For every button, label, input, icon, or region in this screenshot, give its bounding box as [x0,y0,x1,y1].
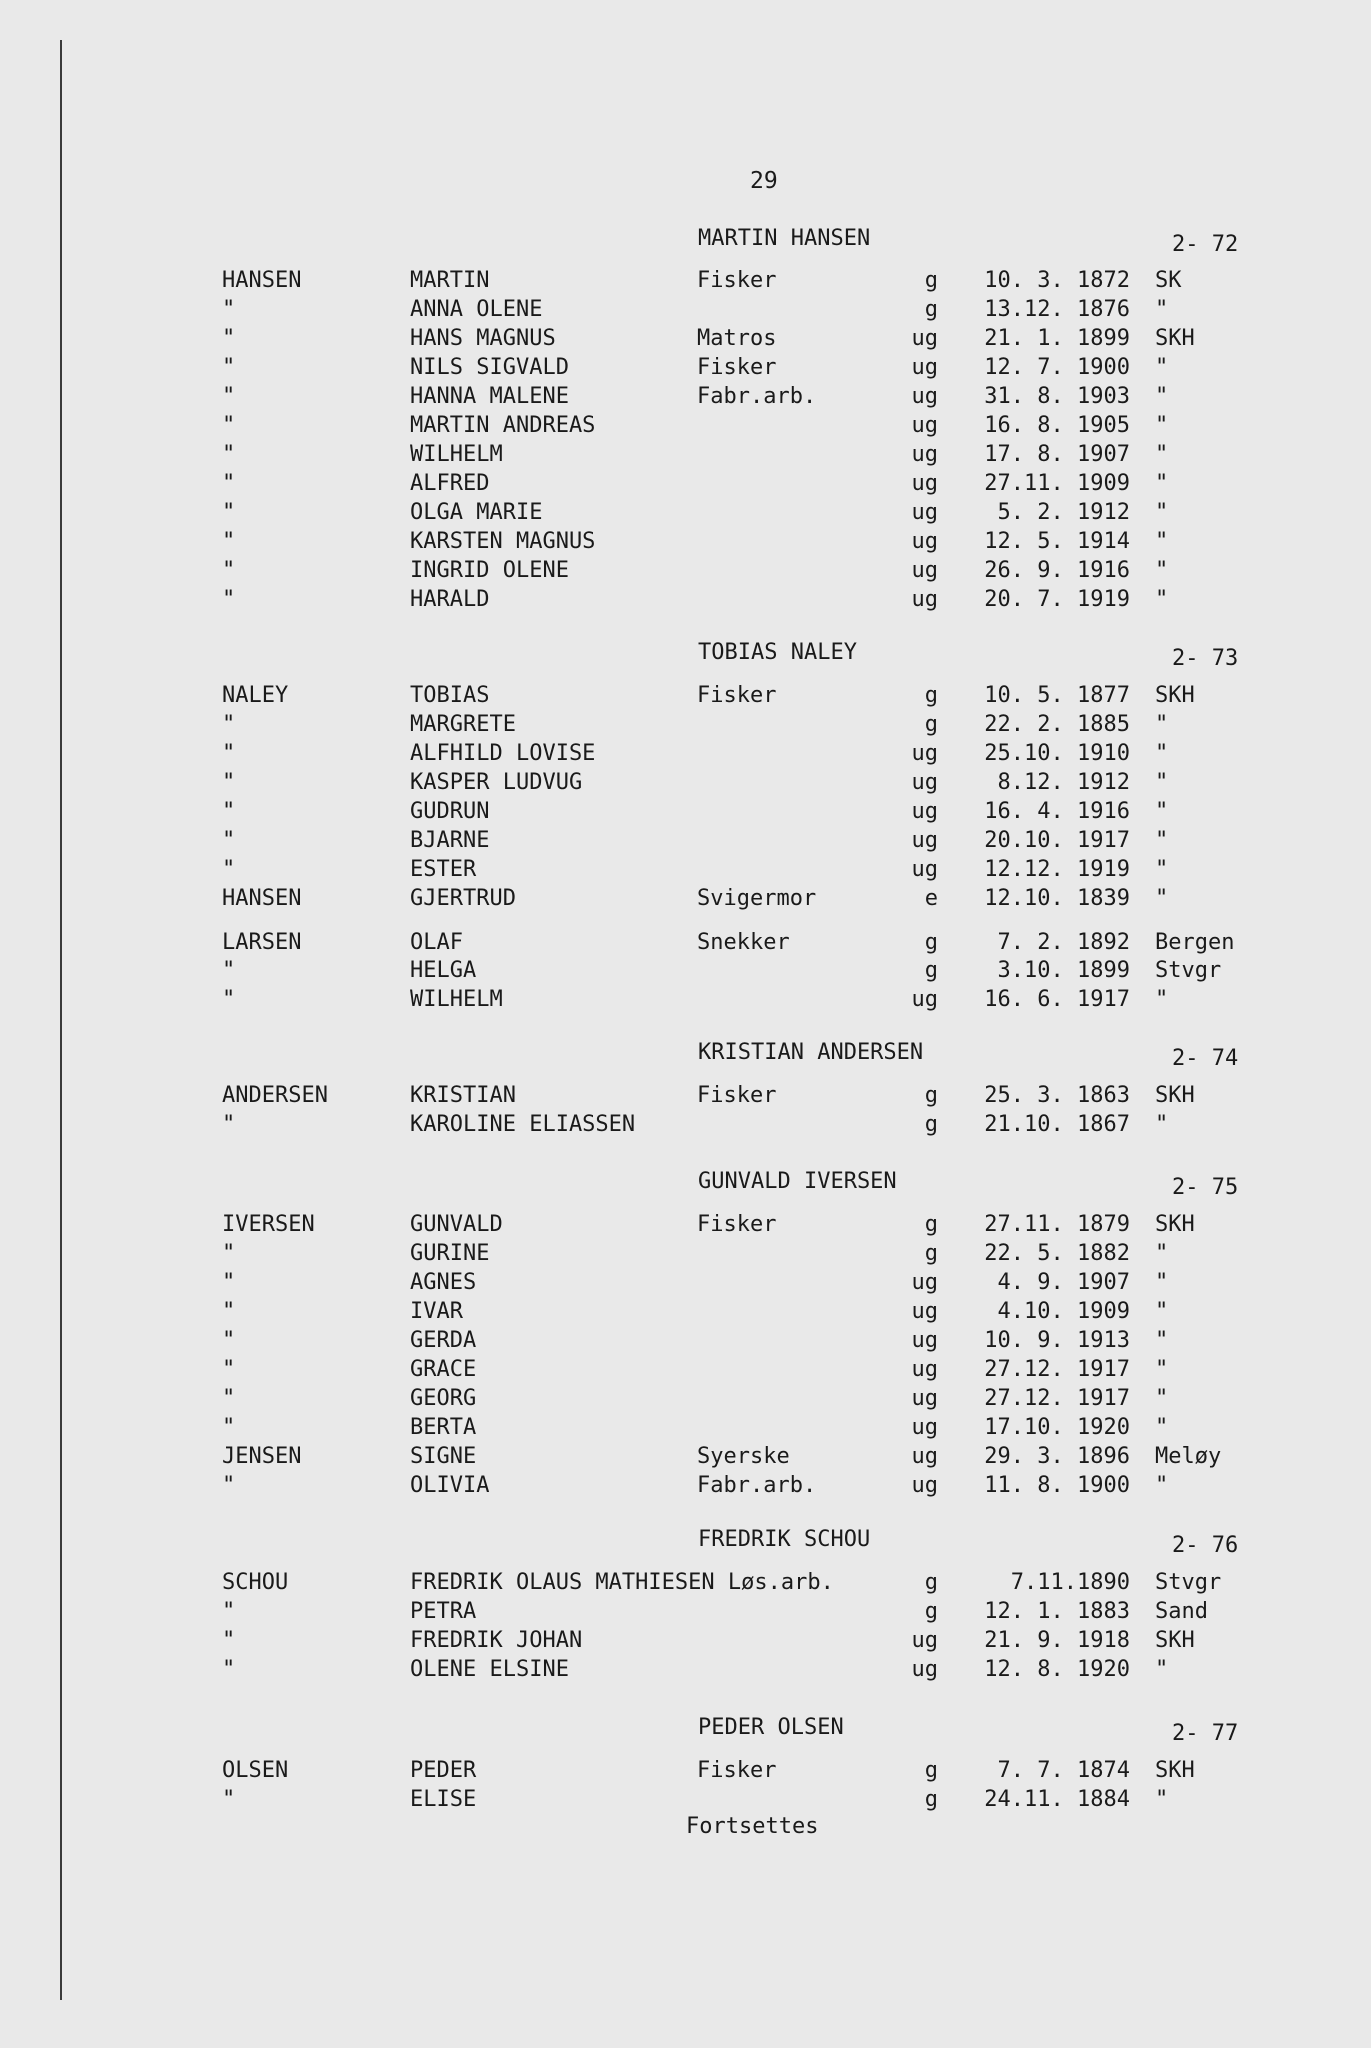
cell-given: ALFRED [410,471,490,496]
cell-status: g [924,712,938,737]
cell-given: PEDER [410,1758,477,1783]
cell-given: TOBIAS [410,683,490,708]
cell-status: ug [911,1270,938,1295]
cell-surname: " [222,355,236,380]
cell-place: Stvgr [1155,958,1222,983]
cell-place: SKH [1155,683,1195,708]
cell-status: g [924,268,938,293]
register-row [0,828,1371,856]
cell-place: " [1155,770,1169,795]
cell-date: 20. 7. 1919 [984,587,1130,612]
cell-given: ELISE [410,1787,477,1812]
cell-surname: " [222,770,236,795]
cell-date: 29. 3. 1896 [984,1444,1130,1469]
cell-given: KARSTEN MAGNUS [410,529,596,554]
cell-status: g [924,683,938,708]
section-code: 2- 77 [1172,1721,1239,1746]
cell-status: g [924,297,938,322]
cell-surname: " [222,587,236,612]
register-row [0,384,1371,412]
register-row [0,442,1371,470]
cell-given: GUNVALD [410,1212,503,1237]
register-row [0,558,1371,586]
register-row [0,1112,1371,1140]
register-row [0,1083,1371,1111]
section-title: GUNVALD IVERSEN [698,1169,897,1194]
cell-date: 7. 7. 1874 [997,1758,1130,1783]
cell-surname: " [222,1299,236,1324]
cell-date: 16. 8. 1905 [984,413,1130,438]
cell-status: ug [911,558,938,583]
cell-surname: HANSEN [222,268,302,293]
cell-surname: " [222,413,236,438]
cell-place: " [1155,857,1169,882]
cell-date: 4.10. 1909 [997,1299,1130,1324]
cell-date: 12. 8. 1920 [984,1657,1130,1682]
cell-place: " [1155,1270,1169,1295]
register-row [0,355,1371,383]
cell-date: 25. 3. 1863 [984,1083,1130,1108]
cell-date: 12.12. 1919 [984,857,1130,882]
cell-surname: ANDERSEN [222,1083,328,1108]
section-code: 2- 75 [1172,1175,1239,1200]
cell-given: HANS MAGNUS [410,326,556,351]
cell-surname: " [222,297,236,322]
cell-place: " [1155,1787,1169,1812]
cell-date: 12.10. 1839 [984,886,1130,911]
cell-occupation: Fisker [697,683,777,708]
cell-given: SIGNE [410,1444,477,1469]
cell-place: " [1155,587,1169,612]
cell-status: ug [911,857,938,882]
cell-surname: " [222,1270,236,1295]
register-row [0,1758,1371,1786]
register-row [0,987,1371,1015]
cell-date: 21. 9. 1918 [984,1628,1130,1653]
section-title: MARTIN HANSEN [698,226,871,251]
cell-surname: " [222,1357,236,1382]
register-row [0,741,1371,769]
section-title: PEDER OLSEN [698,1715,844,1740]
cell-surname: " [222,471,236,496]
cell-status: ug [911,1657,938,1682]
cell-place: SKH [1155,1083,1195,1108]
register-row [0,413,1371,441]
cell-given: INGRID OLENE [410,558,569,583]
cell-place: " [1155,1473,1169,1498]
cell-date: 10. 3. 1872 [984,268,1130,293]
cell-status: ug [911,828,938,853]
cell-place: " [1155,471,1169,496]
cell-date: 13.12. 1876 [984,297,1130,322]
cell-given: WILHELM [410,987,503,1012]
cell-surname: " [222,1415,236,1440]
section-code: 2- 76 [1172,1533,1239,1558]
cell-place: " [1155,384,1169,409]
register-row [0,1473,1371,1501]
cell-given: ESTER [410,857,477,882]
cell-place: " [1155,712,1169,737]
cell-status: ug [911,770,938,795]
cell-surname: " [222,857,236,882]
cell-occupation: Fabr.arb. [697,384,817,409]
cell-status: g [924,1570,938,1595]
cell-date: 16. 4. 1916 [984,799,1130,824]
cell-status: ug [911,1444,938,1469]
cell-date: 17.10. 1920 [984,1415,1130,1440]
section-code: 2- 73 [1172,646,1239,671]
cell-place: " [1155,1112,1169,1137]
cell-given: KAROLINE ELIASSEN [410,1112,636,1137]
cell-place: " [1155,1415,1169,1440]
cell-occupation: Fisker [697,1083,777,1108]
register-row [0,930,1371,958]
cell-status: g [924,1758,938,1783]
register-row [0,587,1371,615]
cell-place: Stvgr [1155,1570,1222,1595]
cell-status: g [924,958,938,983]
cell-status: ug [911,1415,938,1440]
cell-surname: " [222,1328,236,1353]
cell-place: SKH [1155,1212,1195,1237]
cell-date: 8.12. 1912 [997,770,1130,795]
cell-date: 10. 5. 1877 [984,683,1130,708]
cell-occupation: Svigermor [697,886,817,911]
cell-status: g [924,1599,938,1624]
cell-surname: " [222,958,236,983]
cell-surname: " [222,442,236,467]
cell-given: GEORG [410,1386,477,1411]
cell-given: IVAR [410,1299,463,1324]
register-row [0,1357,1371,1385]
section-title: KRISTIAN ANDERSEN [698,1040,924,1065]
cell-status: ug [911,1473,938,1498]
register-row [0,1415,1371,1443]
cell-date: 22. 5. 1882 [984,1241,1130,1266]
cell-place: " [1155,500,1169,525]
cell-occupation: Matros [697,326,777,351]
cell-given: KRISTIAN [410,1083,516,1108]
cell-status: ug [911,355,938,380]
register-row [0,1270,1371,1298]
cell-surname: SCHOU [222,1570,289,1595]
cell-surname: LARSEN [222,930,302,955]
cell-given: GRACE [410,1357,477,1382]
cell-surname: " [222,529,236,554]
cell-status: ug [911,413,938,438]
register-row [0,1328,1371,1356]
cell-given: HANNA MALENE [410,384,569,409]
cell-surname: " [222,1386,236,1411]
cell-place: " [1155,413,1169,438]
cell-place: " [1155,987,1169,1012]
cell-surname: HANSEN [222,886,302,911]
cell-given: ANNA OLENE [410,297,543,322]
cell-surname: " [222,987,236,1012]
cell-status: g [924,1241,938,1266]
cell-surname: " [222,799,236,824]
cell-given: GJERTRUD [410,886,516,911]
cell-date: 12. 7. 1900 [984,355,1130,380]
cell-date: 12. 1. 1883 [984,1599,1130,1624]
cell-date: 20.10. 1917 [984,828,1130,853]
cell-given: WILHELM [410,442,503,467]
cell-place: " [1155,1328,1169,1353]
cell-given: GUDRUN [410,799,490,824]
cell-date: 12. 5. 1914 [984,529,1130,554]
cell-place: Meløy [1155,1444,1222,1469]
cell-date: 11. 8. 1900 [984,1473,1130,1498]
cell-date: 16. 6. 1917 [984,987,1130,1012]
register-row [0,1628,1371,1656]
cell-given: GERDA [410,1328,477,1353]
register-row [0,500,1371,528]
cell-place: Bergen [1155,930,1235,955]
cell-date: 4. 9. 1907 [997,1270,1130,1295]
cell-status: ug [911,987,938,1012]
register-row [0,529,1371,557]
cell-surname: OLSEN [222,1758,289,1783]
cell-place: " [1155,1357,1169,1382]
cell-date: 24.11. 1884 [984,1787,1130,1812]
cell-given: OLAF [410,930,463,955]
cell-date: 31. 8. 1903 [984,384,1130,409]
cell-date: 7. 2. 1892 [997,930,1130,955]
cell-place: SK [1155,268,1182,293]
cell-surname: " [222,1787,236,1812]
cell-status: ug [911,741,938,766]
cell-place: " [1155,355,1169,380]
cell-surname: " [222,1473,236,1498]
cell-surname: NALEY [222,683,289,708]
cell-surname: " [222,1241,236,1266]
cell-status: g [924,930,938,955]
register-row [0,326,1371,354]
register-row [0,1657,1371,1685]
cell-status: ug [911,1299,938,1324]
cell-surname: " [222,741,236,766]
cell-date: 26. 9. 1916 [984,558,1130,583]
cell-date: 3.10. 1899 [997,958,1130,983]
continued-note: Fortsettes [686,1814,819,1839]
cell-status: ug [911,799,938,824]
cell-date: 21.10. 1867 [984,1112,1130,1137]
register-row [0,471,1371,499]
cell-given: BERTA [410,1415,477,1440]
cell-place: " [1155,1657,1169,1682]
register-row [0,1386,1371,1414]
cell-date: 27.12. 1917 [984,1357,1130,1382]
register-row [0,297,1371,325]
cell-date: 27.11. 1879 [984,1212,1130,1237]
cell-date: 22. 2. 1885 [984,712,1130,737]
cell-surname: " [222,1112,236,1137]
section-code: 2- 72 [1172,232,1239,257]
register-row [0,958,1371,986]
cell-place: " [1155,529,1169,554]
cell-status: e [924,886,938,911]
register-row [0,1444,1371,1472]
cell-place: " [1155,442,1169,467]
cell-given: PETRA [410,1599,477,1624]
cell-surname: " [222,384,236,409]
register-row [0,1599,1371,1627]
cell-given: MARTIN [410,268,490,293]
cell-status: ug [911,529,938,554]
cell-status: ug [911,326,938,351]
register-row [0,683,1371,711]
cell-given: KASPER LUDVUG [410,770,583,795]
cell-given: OLENE ELSINE [410,1657,569,1682]
cell-surname: IVERSEN [222,1212,315,1237]
cell-given: NILS SIGVALD [410,355,569,380]
cell-surname: " [222,828,236,853]
cell-status: g [924,1112,938,1137]
cell-place: " [1155,741,1169,766]
cell-place: " [1155,1386,1169,1411]
cell-occupation: Fabr.arb. [697,1473,817,1498]
cell-place: " [1155,558,1169,583]
cell-status: ug [911,471,938,496]
cell-occupation: Snekker [697,930,790,955]
register-row [0,1787,1371,1815]
cell-status: ug [911,384,938,409]
cell-place: Sand [1155,1599,1208,1624]
cell-date: 27.11. 1909 [984,471,1130,496]
register-row [0,857,1371,885]
cell-given: OLIVIA [410,1473,490,1498]
section-code: 2- 74 [1172,1046,1239,1071]
cell-surname: " [222,1628,236,1653]
cell-place: " [1155,799,1169,824]
cell-occupation: Syerske [697,1444,790,1469]
cell-given: AGNES [410,1270,477,1295]
cell-occupation: Fisker [697,1758,777,1783]
section-title: TOBIAS NALEY [698,640,857,665]
cell-place: " [1155,1299,1169,1324]
cell-status: g [924,1787,938,1812]
cell-surname: " [222,326,236,351]
cell-status: ug [911,1328,938,1353]
cell-status: g [924,1212,938,1237]
cell-status: g [924,1083,938,1108]
register-row [0,712,1371,740]
cell-place: " [1155,886,1169,911]
cell-status: ug [911,587,938,612]
cell-surname: " [222,712,236,737]
cell-date: 7.11.1890 [1010,1570,1130,1595]
cell-given: FREDRIK OLAUS MATHIESEN Løs.arb. [410,1570,834,1595]
cell-place: " [1155,828,1169,853]
cell-date: 27.12. 1917 [984,1386,1130,1411]
cell-given: MARGRETE [410,712,516,737]
register-row [0,886,1371,914]
cell-given: GURINE [410,1241,490,1266]
cell-given: BJARNE [410,828,490,853]
cell-surname: " [222,1599,236,1624]
cell-given: MARTIN ANDREAS [410,413,596,438]
cell-place: SKH [1155,326,1195,351]
cell-surname: JENSEN [222,1444,302,1469]
cell-date: 10. 9. 1913 [984,1328,1130,1353]
register-row [0,1299,1371,1327]
cell-occupation: Fisker [697,355,777,380]
register-row [0,1212,1371,1240]
cell-status: ug [911,1386,938,1411]
cell-place: " [1155,1241,1169,1266]
cell-status: ug [911,1628,938,1653]
register-row [0,1570,1371,1598]
cell-given: OLGA MARIE [410,500,543,525]
register-row [0,1241,1371,1269]
cell-occupation: Fisker [697,1212,777,1237]
register-row [0,268,1371,296]
register-row [0,770,1371,798]
cell-status: ug [911,500,938,525]
cell-surname: " [222,500,236,525]
cell-date: 25.10. 1910 [984,741,1130,766]
cell-date: 17. 8. 1907 [984,442,1130,467]
cell-occupation: Fisker [697,268,777,293]
cell-date: 5. 2. 1912 [997,500,1130,525]
cell-place: " [1155,297,1169,322]
cell-given: HARALD [410,587,490,612]
cell-given: FREDRIK JOHAN [410,1628,583,1653]
cell-given: HELGA [410,958,477,983]
cell-place: SKH [1155,1628,1195,1653]
register-row [0,799,1371,827]
cell-given: ALFHILD LOVISE [410,741,596,766]
cell-surname: " [222,558,236,583]
cell-place: SKH [1155,1758,1195,1783]
section-title: FREDRIK SCHOU [698,1527,871,1552]
cell-surname: " [222,1657,236,1682]
cell-status: ug [911,442,938,467]
cell-status: ug [911,1357,938,1382]
page-number: 29 [750,168,778,194]
cell-date: 21. 1. 1899 [984,326,1130,351]
